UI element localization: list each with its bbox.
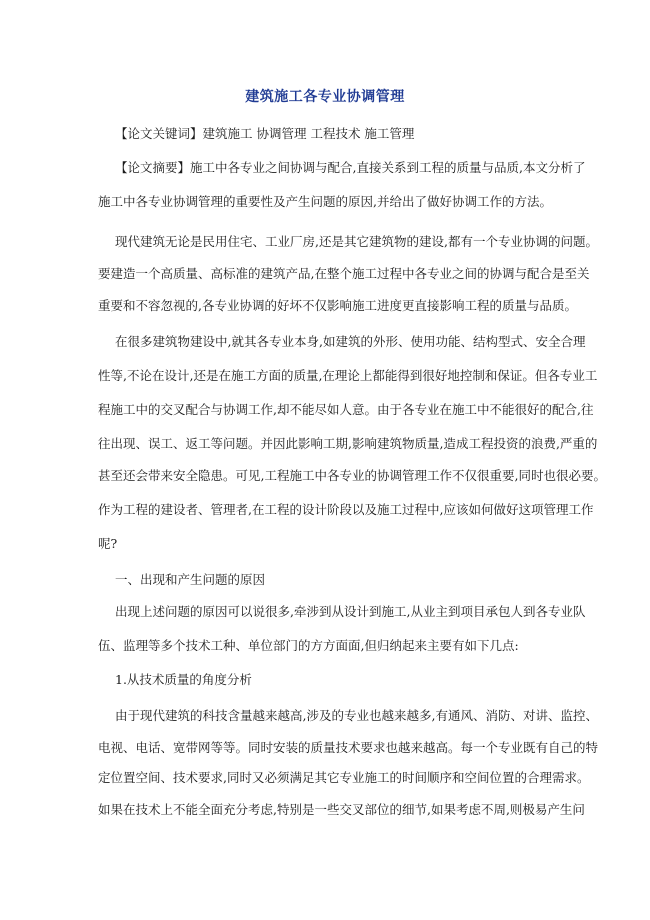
paragraph-line: 出现上述问题的原因可以说很多,牵涉到从设计到施工,从业主到项目承包人到各专业队 bbox=[115, 604, 586, 619]
abstract-line: 【论文摘要】施工中各专业之间协调与配合,直接关系到工程的质量与品质,本文分析了 bbox=[115, 160, 586, 175]
paragraph-line: 由于现代建筑的科技含量越来越高,涉及的专业也越来越多,有通风、消防、对讲、监控、 bbox=[115, 708, 598, 723]
paragraph-line: 甚至还会带来安全隐患。可见,工程施工中各专业的协调管理工作不仅很重要,同时也很必要。 bbox=[98, 468, 606, 483]
paragraph-line: 往出现、误工、返工等问题。并因此影响工期,影响建筑物质量,造成工程投资的浪费,严重的 bbox=[98, 436, 598, 451]
paragraph-line: 现代建筑无论是民用住宅、工业厂房,还是其它建筑物的建设,都有一个专业协调的问题。 bbox=[115, 234, 598, 249]
paragraph-line: 如果在技术上不能全面充分考虑,特别是一些交叉部位的细节,如果考虑不周,则极易产生问 bbox=[98, 802, 585, 817]
paragraph-line: 伍、监理等多个技术工种、单位部门的方方面面,但归纳起来主要有如下几点: bbox=[98, 638, 519, 653]
keywords-line: 【论文关键词】建筑施工 协调管理 工程技术 施工管理 bbox=[115, 126, 415, 141]
paragraph-line: 电视、电话、宽带网等等。同时安装的质量技术要求也越来越高。每一个专业既有自己的特 bbox=[98, 740, 599, 755]
subsection-heading: 1.从技术质量的角度分析 bbox=[115, 672, 252, 687]
paragraph-line: 在很多建筑物建设中,就其各专业本身,如建筑的外形、使用功能、结构型式、安全合理 bbox=[115, 334, 586, 349]
paragraph-line: 程施工中的交叉配合与协调工作,却不能尽如人意。由于各专业在施工中不能很好的配合,往 bbox=[98, 402, 594, 417]
section-heading: 一、出现和产生问题的原因 bbox=[115, 572, 266, 587]
abstract-line: 施工中各专业协调管理的重要性及产生问题的原因,并给出了做好协调工作的方法。 bbox=[98, 194, 552, 209]
paragraph-line: 呢? bbox=[98, 536, 118, 551]
paragraph-line: 性等,不论在设计,还是在施工方面的质量,在理论上都能得到很好地控制和保证。但各专业工 bbox=[98, 368, 598, 383]
paragraph-line: 重要和不容忽视的,各专业协调的好坏不仅影响施工进度更直接影响工程的质量与品质。 bbox=[98, 298, 577, 313]
paragraph-line: 要建造一个高质量、高标准的建筑产品,在整个施工过程中各专业之间的协调与配合是至关 bbox=[98, 266, 590, 281]
document-title: 建筑施工各专业协调管理 bbox=[245, 89, 405, 105]
paragraph-line: 定位置空间、技术要求,同时又必须满足其它专业施工的时间顺序和空间位置的合理需求。 bbox=[98, 770, 590, 785]
paragraph-line: 作为工程的建设者、管理者,在工程的设计阶段以及施工过程中,应该如何做好这项管理工作 bbox=[98, 502, 594, 517]
